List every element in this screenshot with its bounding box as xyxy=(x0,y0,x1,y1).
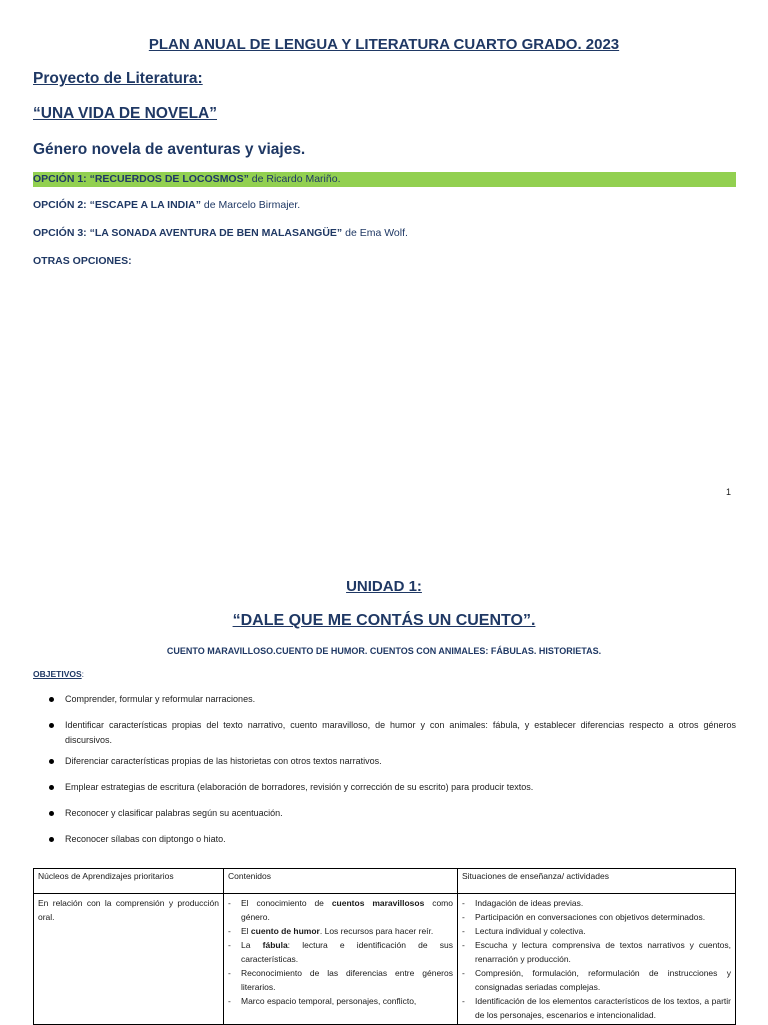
actividad-item: - Participación en conversaciones con objetivos determinados. xyxy=(462,910,731,924)
objectives-colon: : xyxy=(81,669,85,679)
objective-item: Emplear estrategias de escritura (elaboración de borradores, revisión y corrección de su escrito) para producir textos. xyxy=(33,780,736,795)
unit-name: “DALE QUE ME CONTÁS UN CUENTO”. xyxy=(232,612,536,629)
contenido-text: . Los recursos para hacer reír. xyxy=(319,926,434,936)
objectives-label xyxy=(33,669,84,679)
project-label: Proyecto de Literatura: xyxy=(33,70,203,87)
objective-item: Reconocer y clasificar palabras según su acentuación. xyxy=(33,806,736,821)
other-options: OTRAS OPCIONES: xyxy=(33,255,132,267)
nucleo-cell xyxy=(34,894,224,1025)
option-3-title: OPCIÓN 3: “LA SONADA AVENTURA DE BEN MALASANGÜE” xyxy=(33,227,343,239)
column-header-nucleos: Núcleos de Aprendizajes prioritarios xyxy=(34,869,224,894)
actividad-item: - Indagación de ideas previas. xyxy=(462,896,731,910)
unit-title: UNIDAD 1: xyxy=(346,578,422,595)
column-header-contenidos: Contenidos xyxy=(224,869,458,894)
objectives-list xyxy=(33,692,736,858)
option-1-author: de Ricardo Mariño. xyxy=(248,173,341,185)
table-row xyxy=(34,894,736,1025)
contenido-item xyxy=(228,896,453,924)
unit-genres: CUENTO MARAVILLOSO.CUENTO DE HUMOR. CUENTOS CON ANIMALES: FÁBULAS. HISTORIETAS. xyxy=(166,646,602,656)
actividad-item: - Identificación de los elementos característicos de los textos, a partir de los personajes, escenarios e intencionalidad. xyxy=(462,994,731,1022)
contenido-text: El xyxy=(241,926,251,936)
objective-item: Comprender, formular y reformular narraciones. xyxy=(33,692,736,707)
contenido-bold: cuento de humor xyxy=(250,926,320,936)
table-header-row xyxy=(34,869,736,894)
contenidos-list xyxy=(228,896,453,1008)
contenidos-cell xyxy=(224,894,458,1025)
contenido-item: - Reconocimiento de las diferencias entre géneros literarios. xyxy=(228,966,453,994)
option-1-title: OPCIÓN 1: “RECUERDOS DE LOCOSMOS” xyxy=(33,173,249,185)
nucleo-text: En relación con la comprensión y producción oral. xyxy=(38,898,219,922)
contenido-text: La xyxy=(241,940,263,950)
option-3 xyxy=(33,227,408,239)
contenido-text: El conocimiento de xyxy=(241,898,332,908)
contenido-item xyxy=(228,924,453,938)
actividad-item: - Compresión, formulación, reformulación de instrucciones y consignadas seriadas complejas. xyxy=(462,966,731,994)
contenido-text: como género. xyxy=(241,898,453,922)
plan-title: PLAN ANUAL DE LENGUA Y LITERATURA CUARTO GRADO. 2023 xyxy=(148,36,620,53)
option-2 xyxy=(33,199,300,211)
objectives-heading: OBJETIVOS xyxy=(33,669,82,679)
project-name: “UNA VIDA DE NOVELA” xyxy=(33,105,218,122)
objective-item: Reconocer sílabas con diptongo o hiato. xyxy=(33,832,736,847)
actividad-item: - Escucha y lectura comprensiva de textos narrativos y cuentos, renarración y producción. xyxy=(462,938,731,966)
actividad-item: - Lectura individual y colectiva. xyxy=(462,924,731,938)
option-2-title: OPCIÓN 2: “ESCAPE A LA INDIA” xyxy=(33,199,202,211)
page-number: 1 xyxy=(726,487,732,497)
option-1 xyxy=(33,172,736,187)
actividades-list xyxy=(462,896,731,1022)
contenido-item: - Marco espacio temporal, personajes, conflicto, xyxy=(228,994,453,1008)
column-header-situaciones: Situaciones de enseñanza/ actividades xyxy=(458,869,736,894)
genre-heading: Género novela de aventuras y viajes. xyxy=(33,141,306,158)
actividades-cell xyxy=(458,894,736,1025)
contenido-bold: fábula xyxy=(262,940,288,950)
contenido-item xyxy=(228,938,453,966)
learning-table xyxy=(33,868,736,1025)
option-3-author: de Ema Wolf. xyxy=(342,227,408,239)
objective-item: Diferenciar características propias de las historietas con otros textos narrativos. xyxy=(33,754,736,769)
contenido-bold: cuentos maravillosos xyxy=(331,898,425,908)
option-2-author: de Marcelo Birmajer. xyxy=(201,199,301,211)
objective-item: Identificar características propias del texto narrativo, cuento maravilloso, de humor y con animales: fábula, y establecer diferencias respecto a otros géneros discursivos. xyxy=(33,718,736,748)
contenido-text: : lectura e identificación de sus características. xyxy=(241,940,453,964)
